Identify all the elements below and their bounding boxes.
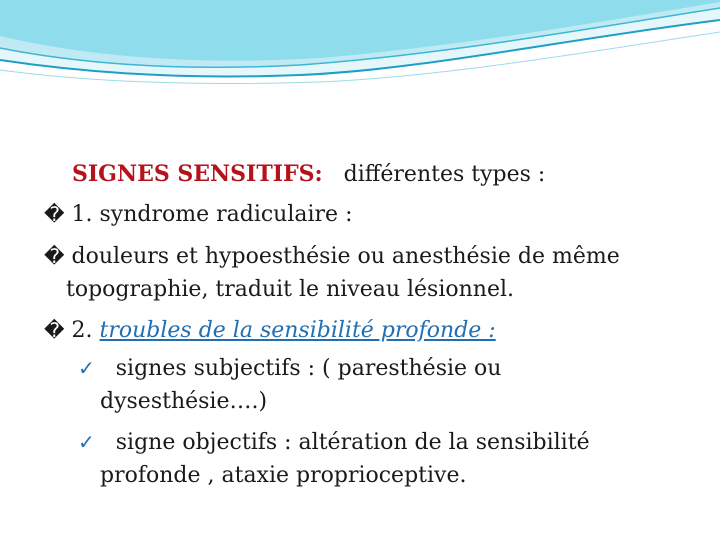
sub1-line2: dysesthésie….) <box>100 389 268 414</box>
sub-item-2 <box>78 428 590 457</box>
heading-strong: SIGNES SENSITIFS: <box>72 161 323 187</box>
sub1-line1: signes subjectifs : ( paresthésie ou <box>115 356 502 381</box>
item1-detail-line2: topographie, traduit le niveau lésionnel. <box>66 277 515 302</box>
item2-link[interactable]: troubles de la sensibilité profonde : <box>99 318 496 343</box>
sub-item-1 <box>78 354 501 383</box>
list-item-1 <box>44 200 352 229</box>
list-item-2 <box>44 316 496 345</box>
item1-detail-line1: douleurs et hypoesthésie ou anesthésie de même <box>71 244 620 269</box>
section-heading <box>72 160 545 189</box>
bullet-icon: � <box>44 244 65 268</box>
item2-number: 2. <box>71 318 93 343</box>
sub2-line1: signe objectifs : altération de la sensibilité <box>115 430 590 455</box>
heading-rest: différentes types : <box>343 162 546 187</box>
sub2-line2: profonde , ataxie proprioceptive. <box>100 463 467 488</box>
list-item-1-detail <box>44 242 620 271</box>
item1-text: 1. syndrome radiculaire : <box>71 202 353 227</box>
checkmark-icon: ✓ <box>78 430 95 454</box>
checkmark-icon: ✓ <box>78 356 95 380</box>
bullet-icon: � <box>44 318 65 342</box>
bullet-icon: � <box>44 202 65 226</box>
